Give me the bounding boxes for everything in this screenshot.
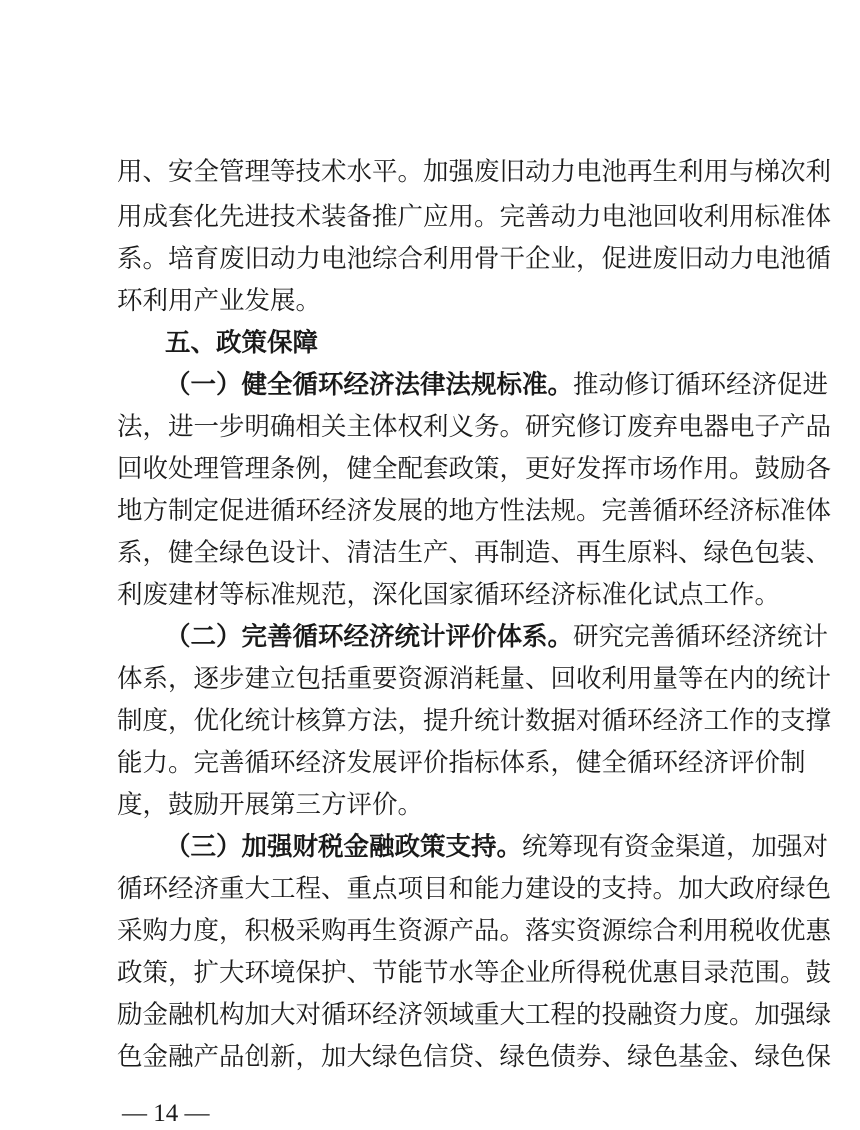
body-text-line: 体系，逐步建立包括重要资源消耗量、回收利用量等在内的统计	[117, 664, 832, 694]
body-text-line: 色金融产品创新，加大绿色信贷、绿色债券、绿色基金、绿色保	[117, 1042, 832, 1072]
body-text: 推动修订循环经济促进	[573, 370, 829, 400]
body-text: 研究完善循环经济统计	[573, 622, 829, 652]
body-text-line: 循环经济重大工程、重点项目和能力建设的支持。加大政府绿色	[117, 874, 832, 904]
subsection-lead-heading: （二）完善循环经济统计评价体系。	[165, 622, 574, 652]
subsection-lead-heading: （一）健全循环经济法律法规标准。	[165, 370, 574, 400]
subsection-first-line	[165, 827, 829, 867]
body-text-line: 政策，扩大环境保护、节能节水等企业所得税优惠目录范围。鼓	[117, 958, 832, 988]
body-text-line: 环利用产业发展。	[117, 286, 322, 316]
section-heading: 五、政策保障	[165, 328, 319, 358]
body-text-line: 用成套化先进技术装备推广应用。完善动力电池回收利用标准体	[117, 202, 832, 232]
body-text-line: 地方制定促进循环经济发展的地方性法规。完善循环经济标准体	[117, 496, 832, 526]
body-text-line: 系，健全绿色设计、清洁生产、再制造、再生原料、绿色包装、	[117, 538, 832, 568]
body-text-line: 励金融机构加大对循环经济领域重大工程的投融资力度。加强绿	[117, 1000, 832, 1030]
page-number: — 14 —	[122, 1100, 210, 1127]
body-text: 统筹现有资金渠道，加强对	[522, 832, 829, 862]
subsection-first-line	[165, 617, 829, 657]
body-text-line: 用、安全管理等技术水平。加强废旧动力电池再生利用与梯次利	[117, 157, 832, 187]
body-text-line: 能力。完善循环经济发展评价指标体系，健全循环经济评价制	[117, 748, 806, 778]
body-text-line: 利废建材等标准规范，深化国家循环经济标准化试点工作。	[117, 580, 781, 610]
subsection-first-line	[165, 365, 829, 405]
body-text-line: 法，进一步明确相关主体权利义务。研究修订废弃电器电子产品	[117, 412, 832, 442]
body-text-line: 度，鼓励开展第三方评价。	[117, 790, 424, 820]
body-text-line: 采购力度，积极采购再生资源产品。落实资源综合利用税收优惠	[117, 916, 832, 946]
body-text-line: 系。培育废旧动力电池综合利用骨干企业，促进废旧动力电池循	[117, 244, 832, 274]
subsection-lead-heading: （三）加强财税金融政策支持。	[165, 832, 523, 862]
body-text-line: 制度，优化统计核算方法，提升统计数据对循环经济工作的支撑	[117, 706, 832, 736]
body-text-line: 回收处理管理条例，健全配套政策，更好发挥市场作用。鼓励各	[117, 454, 832, 484]
